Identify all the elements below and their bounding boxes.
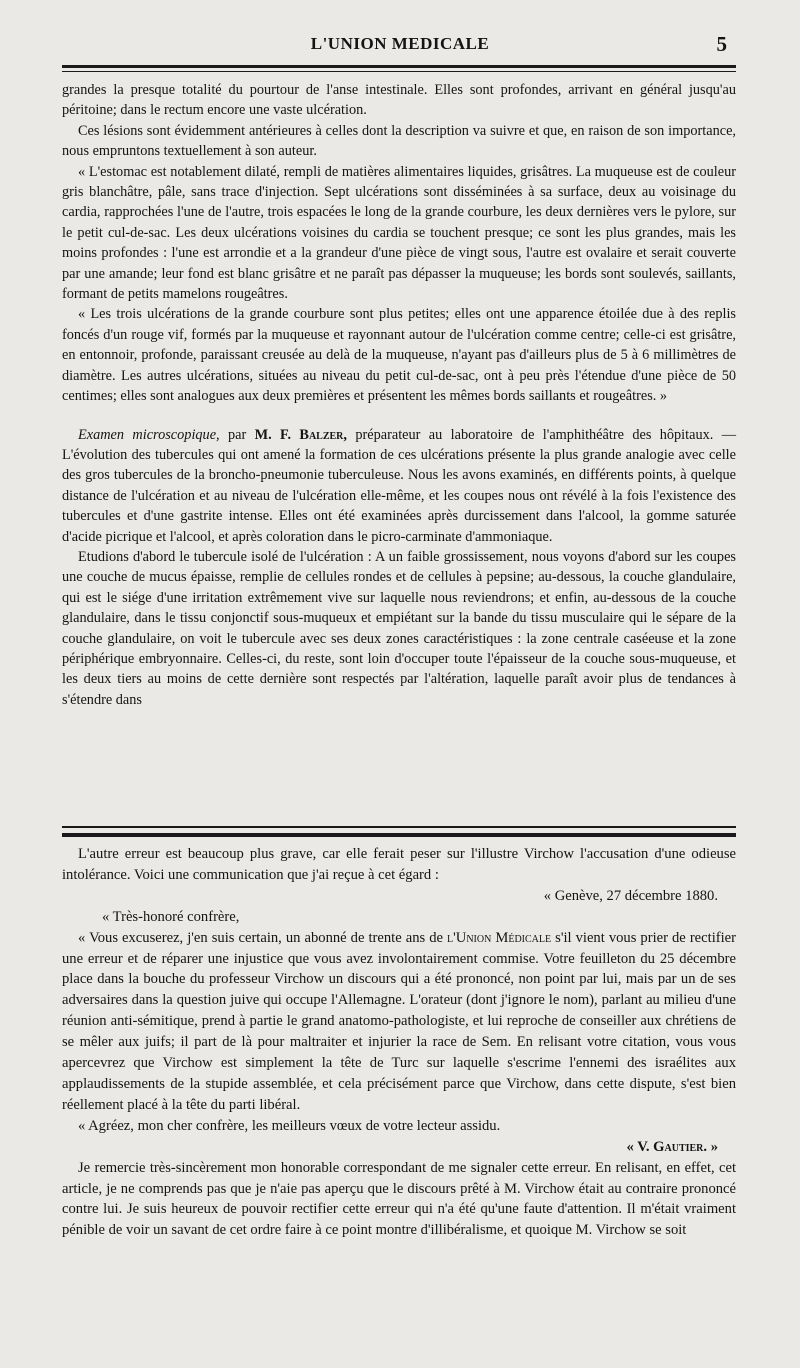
article-paragraph-4: « Les trois ulcérations de la grande courbure sont plus petites; elles ont une apparence étoilée due à des replis foncés d'un rouge vif, formés par la muqueuse et rayonnant autour de l'ulcération comme centre; celle-ci est grisâtre, en entonnoir, profonde, paraissant creusée au delà de la muqueuse, n'ayant pas d'ailleurs plus de 5 à 6 millimètres de diamètre. Les autres ulcérations, situées au niveau du petit cul-de-sac, ont à peu près l'étendue d'une pièce de 50 centimes; elles sont analogues aux deux premières et présentent les mêmes bords saillants et rougeâtres. » (62, 306, 736, 405)
article-paragraph-1: grandes la presque totalité du pourtour de l'anse intestinale. Elles sont profondes, arrivant en général jusqu'au péritoine; dans le rectum encore une vaste ulcération. (62, 82, 736, 119)
article-paragraph-5 (62, 425, 736, 547)
article-paragraph-2: Ces lésions sont évidemment antérieures à celles dont la description va suivre et que, en raison de son importance, nous empruntons textuellement à son auteur. (62, 122, 736, 160)
letter-text-a: « Vous excuserez, j'en suis certain, un abonné de trente ans de (78, 929, 448, 946)
feuilleton-body (62, 844, 736, 1241)
reply-paragraph: Je remercie très-sincèrement mon honorable correspondant de me signaler cette erreur. En relisant, en effet, cet article, je ne comprends pas que je n'aie pas aperçu que le discours prêté à M. Virchow était au contraire prononcé contre lui. Je suis heureux de pouvoir rectifier cette erreur qui n'a été qu'une faute d'attention. Il m'était vraiment pénible de voir un savant de cet ordre faire à ce point montre d'illibéralisme, et quoique M. Virchow se soit (62, 1159, 736, 1239)
letter-body (62, 928, 736, 1116)
letter-salutation: « Très-honoré confrère, (102, 908, 240, 925)
journal-title: L'UNION MEDICALE (310, 34, 490, 53)
letter-closing: « Agréez, mon cher confrère, les meilleurs vœux de votre lecteur assidu. (78, 1117, 501, 1134)
page-number: 5 (716, 32, 727, 56)
feuilleton-paragraph-1: L'autre erreur est beaucoup plus grave, car elle ferait peser sur l'illustre Virchow l'accusation d'une odieuse intolérance. Voici une communication que j'ai reçue à cet égard : (62, 846, 736, 883)
letter-text-b: s'il vient vous prier de rectifier une erreur et de réparer une injustice que vous avez involontairement commise. Votre feuilleton du 25 décembre place dans la bouche du professeur Virchow un discours qui a été prononcé, non point par lui, mais par un de ses adversaires dans la question juive qui occupe l'Allemagne. L'orateur (dont j'ignore le nom), parlant au milieu d'une réunion anti-sémitique, prend à partie le grand anatomo-pathologiste, et lui reproche de conseiller aux chrétiens de se mêler aux juifs; il part de là pour maltraiter et injurier la race de Sem. En relisant votre citation, vous vous apercevrez que Virchow est simplement la tête de Turc sur laquelle s'escrime l'ennemi des israélites aux applaudissements de la stupide assemblée, et cela précisément parce que Virchow, dans cette dispute, s'est bien réellement placé à la tête du parti libéral. (62, 929, 736, 1113)
feuilleton-rule-thin (62, 826, 736, 828)
header-rule-thin (62, 71, 736, 72)
journal-name: l'Union Médicale (447, 929, 552, 946)
section-par: par (219, 426, 255, 443)
article-paragraph-6: Etudions d'abord le tubercule isolé de l'ulcération : A un faible grossissement, nous voyons d'abord sur les coupes une couche de mucus épaisse, remplie de cellules rondes et de cellules à pepsine; au-dessous, la couche glandulaire, qui est le siége d'une irritation extrêmement vive sur laquelle nous reviendrons; et enfin, au-dessous de la couche glandulaire, dans le tissu conjonctif sous-muqueux et empiétant sur la bande du tissu musculaire qui le sépare de la couche glandulaire, on voit le tubercule avec ses deux zones caractéristiques : la zone centrale caséeuse et la zone périphérique embryonnaire. Celles-ci, du reste, sont loin d'occuper toute l'épaisseur de la couche sous-muqueuse, et les deux tiers au moins de cette dernière sont respectés par l'altération, laquelle paraît avoir plus de tendances à s'étendre dans (62, 548, 736, 708)
section-lead: Examen microscopique, (78, 426, 220, 443)
author-name: M. F. Balzer, (254, 426, 347, 443)
section-text: préparateur au laboratoire de l'amphithéâtre des hôpitaux. — L'évolution des tubercules qui ont amené la formation de ces ulcérations présente la plus grande analogie avec celle des gros tubercules de la broncho-pneumonie tuberculeuse. Nous les avons examinés, en différents points, à quelque distance de l'ulcération et au niveau de l'ulcération elle-même, et les coupes nous ont révélé à la fois l'existence des tubercules et d'une gastrite intense. Elles ont été examinées après durcissement dans l'alcool, la gomme saturée d'acide picrique et l'alcool, et après coloration dans le picro-carminate d'ammoniaque. (62, 426, 737, 545)
article-body (62, 80, 736, 710)
article-paragraph-3: « L'estomac est notablement dilaté, rempli de matières alimentaires liquides, grisâtres. La muqueuse est de couleur gris blanchâtre, pâle, sans trace d'injection. Sept ulcérations sont disséminées à sa surface, deux au voisinage du cardia, rapprochées l'une de l'autre, trois espacées le long de la grande courbure, les deux dernières vers le pylore, sur le petit cul-de-sac. Les deux ulcérations voisines du cardia se touchent presque; ce sont les plus grandes, mais les moins profondes : l'une est arrondie et a la grandeur d'une pièce de vingt sous, l'autre est ovalaire et serait couverte par une amande; leur fond est blanc grisâtre et ne paraît pas dépasser la muqueuse; les bords sont soulevés, saillants, formant de petits mamelons rougeâtres. (62, 163, 736, 303)
letter-dateline: « Genève, 27 décembre 1880. (543, 887, 718, 904)
feuilleton-rule-thick (62, 833, 736, 837)
running-head (0, 34, 800, 58)
header-rule (62, 65, 736, 68)
letter-signature: « V. Gautier. » (626, 1138, 718, 1155)
